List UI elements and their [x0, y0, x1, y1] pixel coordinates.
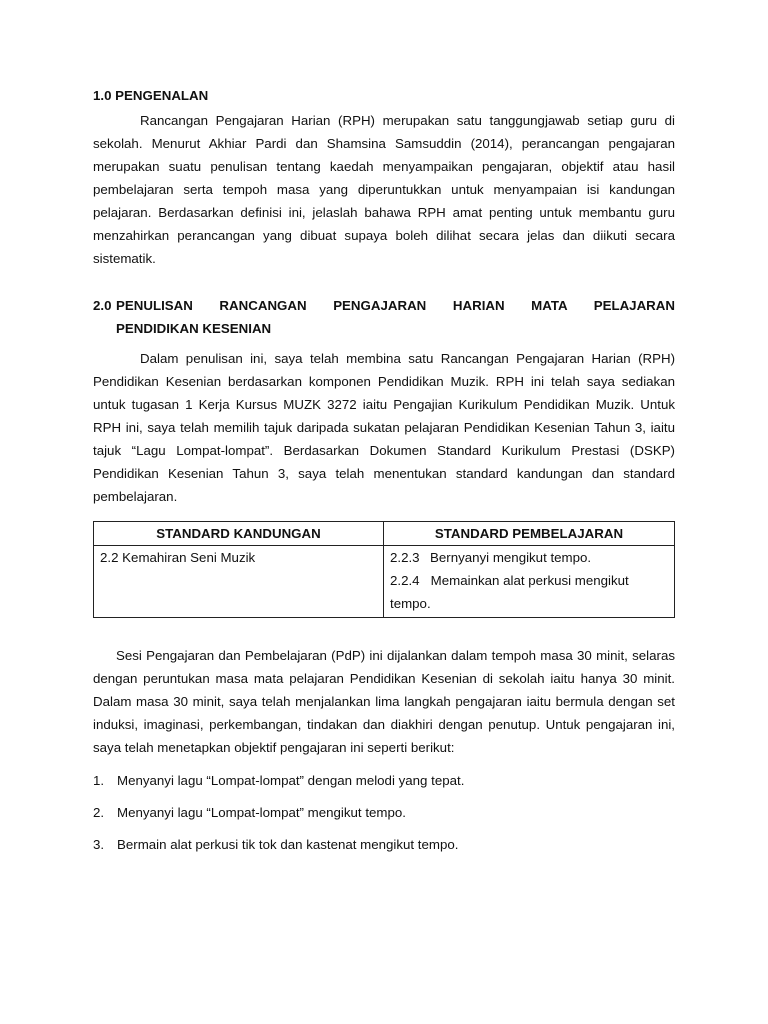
section-2-title-line1: PENULISAN RANCANGAN PENGAJARAN HARIAN MATA PELAJARAN [116, 298, 675, 313]
table-header-row [94, 522, 675, 546]
list-number: 3. [93, 837, 105, 852]
list-number: 1. [93, 773, 105, 788]
standard-text: Bernyanyi mengikut tempo. [430, 550, 592, 565]
standard-text: Memainkan alat perkusi mengikut tempo. [390, 573, 629, 611]
cell-standard-pembelajaran [384, 546, 675, 618]
list-text: Menyanyi lagu “Lompat-lompat” mengikut tempo. [117, 805, 406, 820]
header-standard-pembelajaran: STANDARD PEMBELAJARAN [384, 522, 675, 546]
section-1-title: 1.0 PENGENALAN [93, 88, 209, 103]
list-text: Menyanyi lagu “Lompat-lompat” dengan melodi yang tepat. [117, 773, 465, 788]
list-text: Bermain alat perkusi tik tok dan kastenat mengikut tempo. [117, 837, 459, 852]
list-item [93, 833, 675, 856]
standard-code: 2.2.4 [390, 573, 420, 588]
list-item [93, 769, 675, 792]
standard-item [390, 546, 668, 569]
document-page [93, 84, 675, 865]
standards-table [93, 521, 675, 618]
section-2-number: 2.0 [93, 298, 112, 313]
list-number: 2. [93, 805, 105, 820]
header-standard-kandungan: STANDARD KANDUNGAN [94, 522, 384, 546]
section-2-title-line2: PENDIDIKAN KESENIAN [116, 321, 272, 336]
section-1-paragraph: Rancangan Pengajaran Harian (RPH) merupakan satu tanggungjawab setiap guru di sekolah. Menurut Akhiar Pardi dan Shamsina Samsuddin (2014), perancangan pengajaran merupakan suatu penulisan tentang kaedah menyampaikan pengajaran, objektif atau hasil pembelajaran serta tempoh masa yang diperuntukkan untuk menyampaian isi kandungan pelajaran. Berdasarkan definisi ini, jelaslah bahawa RPH amat penting untuk membantu guru menzahirkan perancangan yang dibuat supaya boleh dilihat secara jelas dan diikuti secara sistematik. [93, 113, 675, 266]
list-item [93, 801, 675, 824]
standard-item [390, 569, 668, 615]
objectives-list [93, 769, 675, 856]
table-row [94, 546, 675, 618]
section-2-title [93, 294, 675, 317]
cell-standard-kandungan: 2.2 Kemahiran Seni Muzik [94, 546, 384, 618]
section-3-paragraph: Sesi Pengajaran dan Pembelajaran (PdP) ini dijalankan dalam tempoh masa 30 minit, selaras dengan peruntukan masa mata pelajaran Pendidikan Kesenian di sekolah iaitu hanya 30 minit. Dalam masa 30 minit, saya telah menjalankan lima langkah pengajaran iaitu bermula dengan set induksi, imaginasi, perkembangan, tindakan dan diakhiri dengan penutup. Untuk pengajaran ini, saya telah menetapkan objektif pengajaran ini seperti berikut: [93, 648, 675, 755]
section-2-paragraph: Dalam penulisan ini, saya telah membina satu Rancangan Pengajaran Harian (RPH) Pendidikan Kesenian berdasarkan komponen Pendidikan Muzik. RPH ini telah saya sediakan untuk tugasan 1 Kerja Kursus MUZK 3272 iaitu Pengajian Kurikulum Pendidikan Muzik. Untuk RPH ini, saya telah memilih tajuk daripada sukatan pelajaran Pendidikan Kesenian Tahun 3, iaitu tajuk “Lagu Lompat-lompat”. Berdasarkan Dokumen Standard Kurikulum Prestasi (DSKP) Pendidikan Kesenian Tahun 3, saya telah menentukan standard kandungan dan standard pembelajaran. [93, 351, 675, 504]
standard-code: 2.2.3 [390, 550, 420, 565]
